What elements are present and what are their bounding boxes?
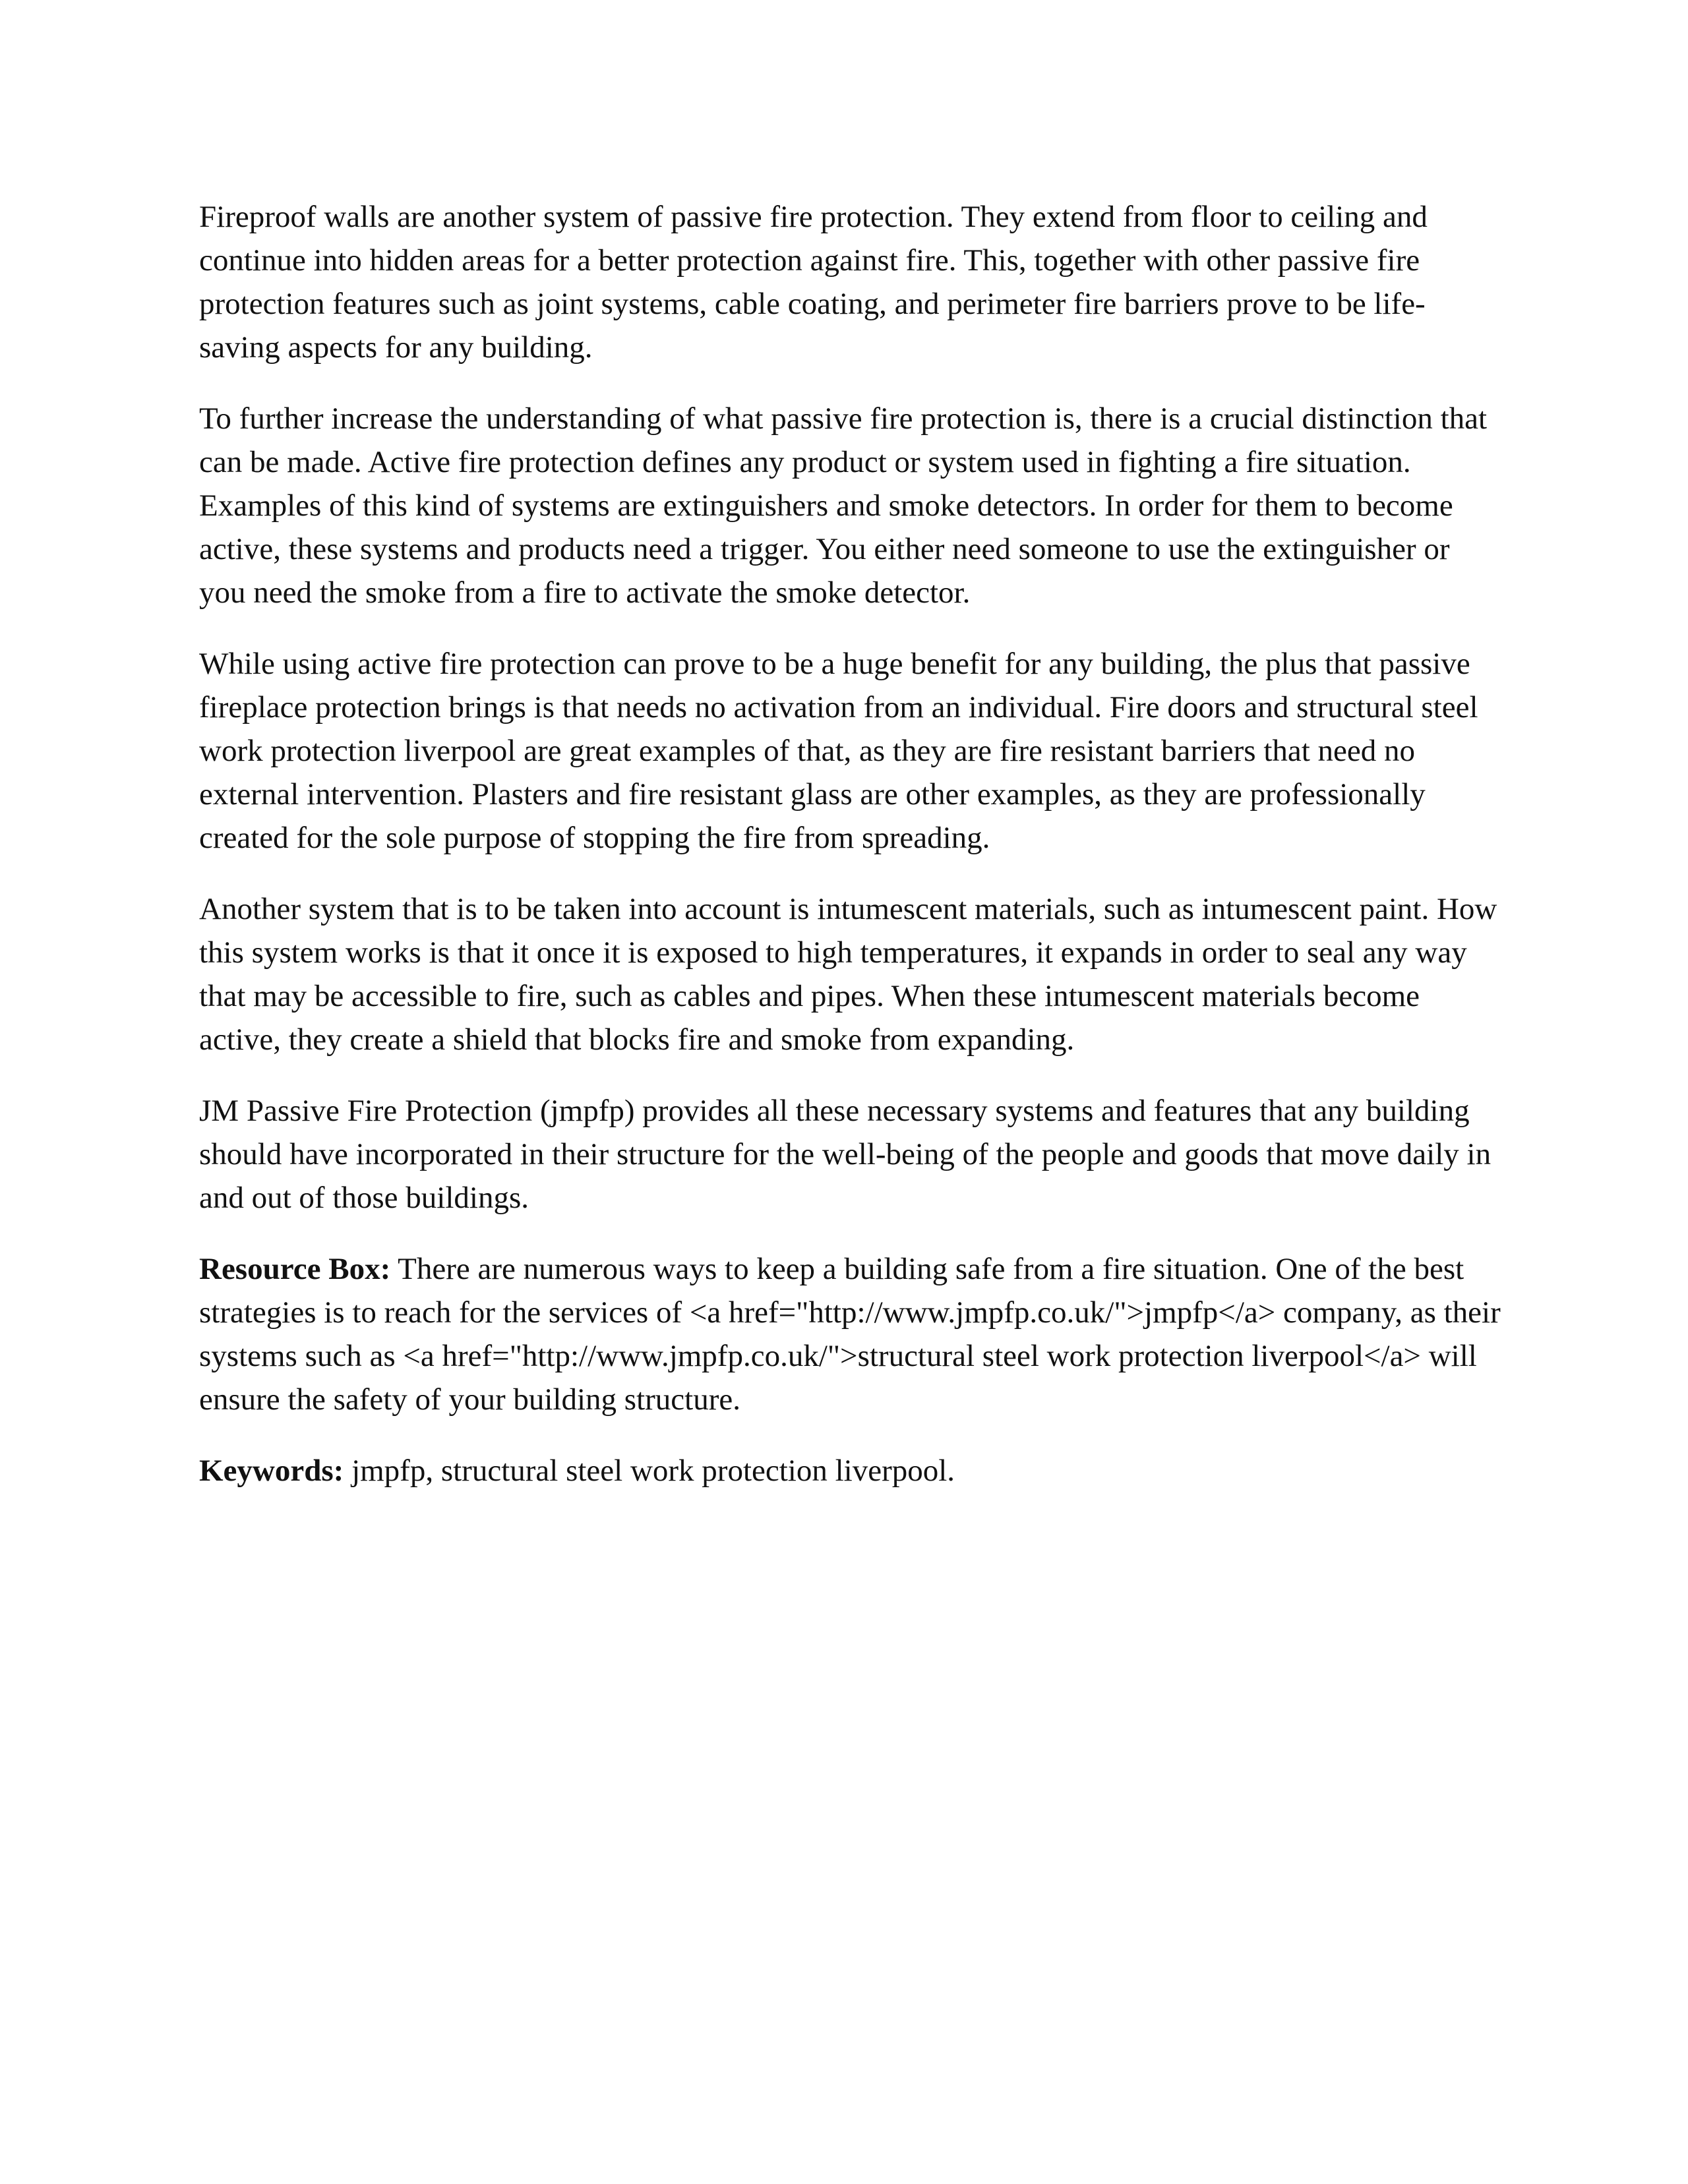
paragraph-passive-benefits: While using active fire protection can prove to be a huge benefit for any building, the plus that passive fireplace protection brings is that needs no activation from an individual. Fire doors and structural steel work protection liverpool are great examples of that, as they are fire resistant barriers that need no external intervention. Plasters and fire resistant glass are other examples, as they are professionally created for the sole purpose of stopping the fire from spreading. bbox=[199, 647, 1478, 855]
keywords bbox=[199, 1449, 1501, 1492]
resource-box-text: There are numerous ways to keep a building safe from a fire situation. One of the best strategies is to reach for the services of <a href="http://www.jmpfp.co.uk/">jmpfp</a> company, as their systems such as <a href="http://www.jmpfp.co.uk/">structural steel work protection liverpool</a> will ensure the safety of your building structure. bbox=[199, 1252, 1501, 1417]
document-body bbox=[199, 195, 1501, 1520]
resource-box-label: Resource Box: bbox=[199, 1252, 391, 1286]
resource-box bbox=[199, 1247, 1501, 1421]
keywords-label: Keywords: bbox=[199, 1454, 344, 1488]
paragraph-fireproof-walls: Fireproof walls are another system of passive fire protection. They extend from floor to ceiling and continue into hidden areas for a better protection against fire. This, together with other passive fire protection features such as joint systems, cable coating, and perimeter fire barriers prove to be life-saving aspects for any building. bbox=[199, 200, 1428, 365]
paragraph-jmpfp-provider: JM Passive Fire Protection (jmpfp) provides all these necessary systems and features that any building should have incorporated in their structure for the well-being of the people and goods that move daily in and out of those buildings. bbox=[199, 1094, 1492, 1215]
paragraph-active-vs-passive: To further increase the understanding of what passive fire protection is, there is a crucial distinction that can be made. Active fire protection defines any product or system used in fighting a fire situation. Examples of this kind of systems are extinguishers and smoke detectors. In order for them to become active, these systems and products need a trigger. You either need someone to use the extinguisher or you need the smoke from a fire to activate the smoke detector. bbox=[199, 401, 1488, 610]
paragraph-intumescent-materials: Another system that is to be taken into account is intumescent materials, such as intumescent paint. How this system works is that it once it is exposed to high temperatures, it expands in order to seal any way that may be accessible to fire, such as cables and pipes. When these intumescent materials become active, they create a shield that blocks fire and smoke from expanding. bbox=[199, 892, 1497, 1057]
keywords-text: jmpfp, structural steel work protection liverpool. bbox=[344, 1454, 955, 1488]
